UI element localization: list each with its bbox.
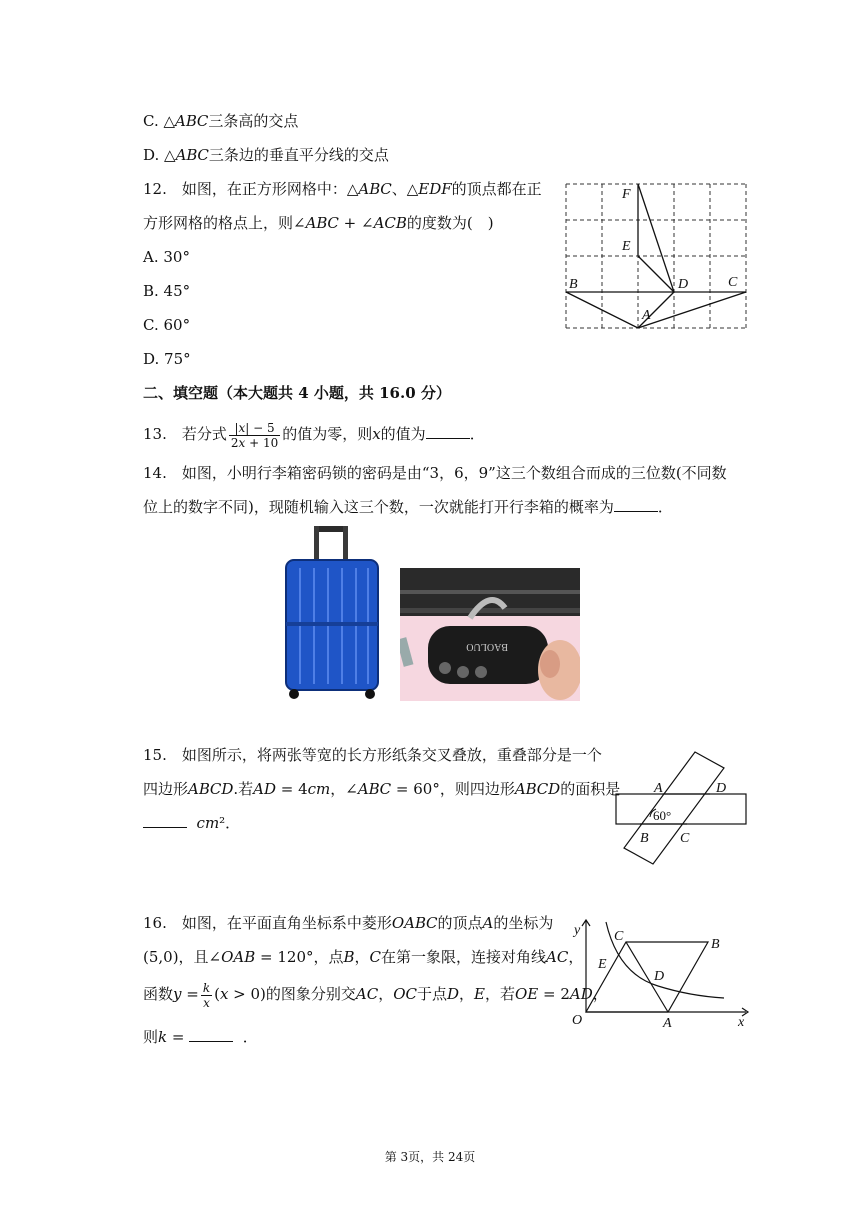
horizontal-strip — [616, 794, 746, 824]
q16-stem-line1: 16. 如图，在平面直角坐标系中菱形𝑂𝐴𝐵𝐶的顶点𝐴的坐标为 — [143, 914, 554, 932]
label-E: E — [598, 957, 607, 972]
label-B: B — [569, 277, 578, 292]
q12-option-a: A. 30° — [143, 248, 190, 266]
q16-line4-pre: 则𝑘 = — [143, 1028, 185, 1046]
q16-coordinate-figure — [566, 912, 756, 1032]
q14-stem-line1: 14. 如图，小明行李箱密码锁的密码是由“3，6，9”这三个数组合而成的三位数(不同数 — [143, 464, 727, 482]
lock-photo — [400, 568, 580, 701]
q13-frac-den: 2𝑥 + 10 — [230, 435, 279, 450]
label-C: C — [728, 275, 738, 290]
q15-stem-line2: 四边形𝐴𝐵𝐶𝐷.若𝐴𝐷 = 4𝑐𝑚，∠𝐴𝐵𝐶 = 60°，则四边形𝐴𝐵𝐶𝐷的面积是 — [143, 780, 621, 798]
q14-end: ． — [657, 498, 673, 516]
page-footer: 第 3页，共 24页 — [384, 1150, 476, 1164]
label-E: E — [622, 239, 631, 254]
q15-stem-line3 — [143, 812, 240, 834]
label-D: D — [678, 277, 689, 292]
q13-stem — [143, 420, 485, 450]
label-O: O — [572, 1013, 583, 1028]
q11-option-c: C. △𝐴𝐵𝐶三条高的交点 — [143, 112, 299, 130]
label-B: B — [711, 937, 720, 952]
label-F: F — [622, 187, 631, 202]
q16-stem-line2: (5,0)，且∠𝑂𝐴𝐵 = 120°，点𝐵，𝐶在第一象限，连接对角线𝐴𝐶， — [143, 948, 584, 966]
suitcase-photo — [280, 524, 384, 702]
q13-frac-num: |𝑥| − 5 — [229, 421, 280, 436]
triangle-lines — [566, 184, 746, 328]
q13-end: ． — [469, 425, 485, 443]
q15-answer-blank[interactable] — [143, 813, 187, 828]
label-A: A — [663, 1016, 672, 1031]
label-D: D — [654, 969, 665, 984]
q16-frac-den: 𝑥 — [203, 995, 210, 1010]
q12-stem-line2: 方形网格的格点上，则∠𝐴𝐵𝐶 + ∠𝐴𝐶𝐵的度数为( ) — [143, 214, 494, 232]
lock-brand-text: BAOLUO — [466, 641, 508, 652]
slanted-strip — [624, 752, 727, 864]
q14-stem-line2 — [143, 496, 673, 518]
label-y: y — [574, 923, 581, 938]
section2-title: 二、填空题（本大题共 4 小题，共 16.0 分） — [143, 384, 451, 402]
grid-lines — [566, 184, 746, 328]
q13-fraction — [229, 421, 280, 450]
q15-strips-figure — [612, 748, 752, 868]
q15-unit: 𝑐𝑚²． — [196, 814, 241, 832]
q14-answer-blank[interactable] — [614, 497, 658, 512]
q14-line2-text: 位上的数字不同)，现随机输入这三个数，一次就能打开行李箱的概率为 — [143, 498, 614, 516]
q16-stem-line4 — [143, 1026, 258, 1048]
label-C: C — [614, 929, 624, 944]
label-A: A — [642, 308, 651, 323]
q16-stem-line3 — [143, 980, 608, 1010]
q12-option-c: C. 60° — [143, 316, 191, 334]
label-D: D — [716, 781, 727, 796]
label-x: x — [738, 1015, 745, 1030]
q15-stem-line1: 15. 如图所示，将两张等宽的长方形纸条交叉叠放，重叠部分是一个 — [143, 746, 602, 764]
q12-grid-figure — [560, 178, 755, 333]
label-angle: 60° — [653, 808, 672, 823]
q13-suffix: 的值为零，则𝑥的值为 — [282, 425, 426, 443]
q16-line3-post: (𝑥 > 0)的图象分别交𝐴𝐶，𝑂𝐶于点𝐷，𝐸，若𝑂𝐸 = 2𝐴𝐷， — [214, 985, 608, 1003]
q12-option-d: D. 75° — [143, 350, 191, 368]
label-A: A — [654, 781, 663, 796]
q16-fraction — [201, 981, 212, 1010]
label-C: C — [680, 831, 690, 846]
q16-frac-num: 𝑘 — [202, 980, 211, 995]
q13-prefix: 13. 若分式 — [143, 425, 227, 443]
q16-line3-pre: 函数𝑦 = — [143, 985, 199, 1003]
q16-end: ． — [242, 1028, 258, 1046]
q16-answer-blank[interactable] — [189, 1027, 233, 1042]
q12-stem-line1: 12. 如图，在正方形网格中：△𝐴𝐵𝐶、△𝐸𝐷𝐹的顶点都在正 — [143, 180, 542, 198]
q12-option-b: B. 45° — [143, 282, 191, 300]
hyperbola-curve — [606, 922, 724, 998]
q11-option-d: D. △𝐴𝐵𝐶三条边的垂直平分线的交点 — [143, 146, 389, 164]
label-B: B — [640, 831, 649, 846]
q13-answer-blank[interactable] — [426, 424, 470, 439]
